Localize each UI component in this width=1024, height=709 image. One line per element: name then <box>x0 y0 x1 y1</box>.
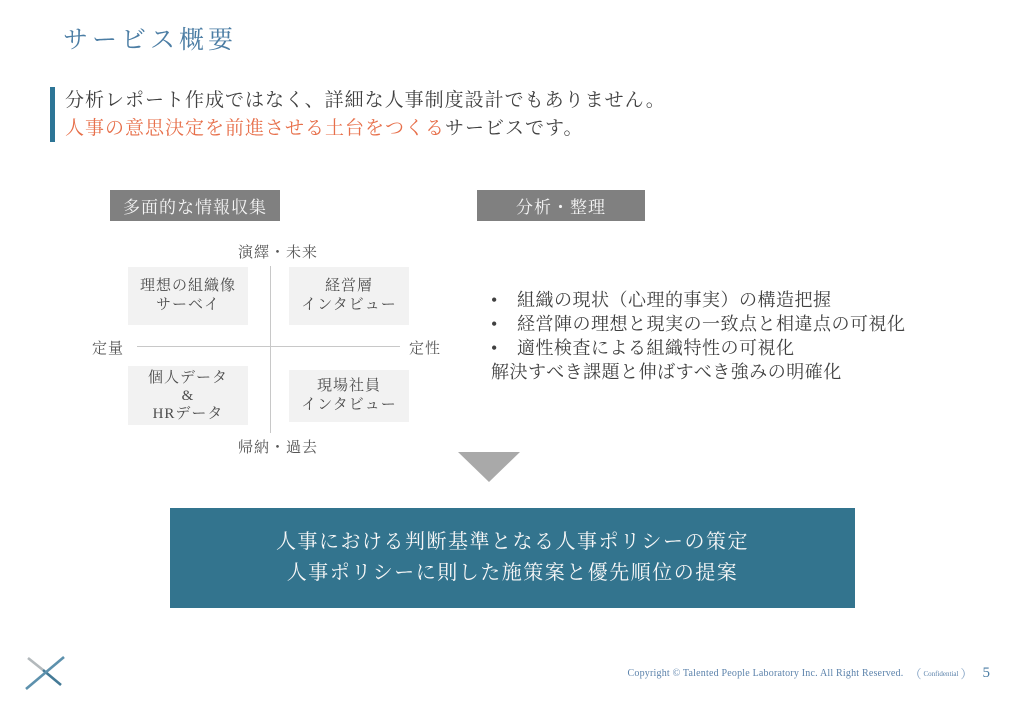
section-header-information-gathering: 多面的な情報収集 <box>110 190 280 221</box>
bullet-icon: • <box>491 290 498 310</box>
quadrant-box-line: & <box>181 387 195 404</box>
page-title: サービス概要 <box>63 27 238 54</box>
quadrant-box-line: 理想の組織像 <box>139 278 236 294</box>
conclusion-banner <box>170 508 855 608</box>
confidential-badge <box>909 665 972 682</box>
bullet-icon: 解決すべき課題と伸ばすべき強みの明確化 <box>491 362 842 382</box>
quadrant-box-line: 個人データ <box>147 369 228 386</box>
intro-rest-text: サービスです。 <box>445 118 584 139</box>
quadrant-horizontal-axis <box>137 346 400 347</box>
intro-line-1: 分析レポート作成ではなく、詳細な人事制度設計でもありません。 <box>65 90 666 111</box>
bullet-text: 適性検査による組織特性の可視化 <box>517 338 795 358</box>
confidential-open-paren: （ <box>909 667 922 681</box>
confidential-close-paren: ） <box>960 667 973 681</box>
quadrant-axis-right-label: 定性 <box>409 341 442 357</box>
quadrant-axis-left-label: 定量 <box>92 341 125 357</box>
quadrant-vertical-axis <box>270 266 271 433</box>
bullet-text: 経営陣の理想と現実の一致点と相違点の可視化 <box>517 314 906 334</box>
quadrant-box-line: 経営層 <box>324 278 373 294</box>
quadrant-box-line: HRデータ <box>152 405 224 422</box>
intro-highlight-text: 人事の意思決定を前進させる土台をつくる <box>65 118 446 139</box>
quadrant-box-line: 現場社員 <box>316 378 381 394</box>
quadrant-box-line: サーベイ <box>155 297 220 313</box>
bullet-icon: • <box>491 338 498 358</box>
page-number: 5 <box>982 665 990 681</box>
list-item <box>485 288 945 312</box>
quadrant-box-line: インタビュー <box>301 297 397 313</box>
quadrant-box-field-staff-interview <box>289 370 409 422</box>
quadrant-box-executive-interview <box>289 267 409 325</box>
section-header-analysis: 分析・整理 <box>477 190 645 221</box>
bullet-icon: • <box>491 314 498 334</box>
analysis-bullet-list <box>485 288 945 384</box>
conclusion-line-2: 人事ポリシーに則した施策案と優先順位の提案 <box>286 562 739 584</box>
intro-accent-bar <box>50 87 55 142</box>
company-x-logo-icon <box>20 652 68 694</box>
copyright-text: Copyright © Talented People Laboratory Inc. All Right Reserved. <box>627 668 904 679</box>
intro-line-2 <box>65 113 584 140</box>
quadrant-axis-bottom-label: 帰納・過去 <box>237 440 318 456</box>
quadrant-box-line: インタビュー <box>301 397 397 413</box>
quadrant-box-ideal-survey <box>128 267 248 325</box>
list-item <box>485 360 945 384</box>
footer <box>628 665 990 682</box>
list-item <box>485 312 945 336</box>
quadrant-box-personal-hr-data <box>128 366 248 425</box>
bullet-text: 組織の現状（心理的事実）の構造把握 <box>517 290 832 310</box>
quadrant-axis-top-label: 演繹・未来 <box>237 245 318 261</box>
list-item <box>485 336 945 360</box>
conclusion-line-1: 人事における判断基準となる人事ポリシーの策定 <box>276 531 749 553</box>
confidential-label: Confidential <box>923 669 959 678</box>
down-arrow-icon <box>458 452 520 482</box>
